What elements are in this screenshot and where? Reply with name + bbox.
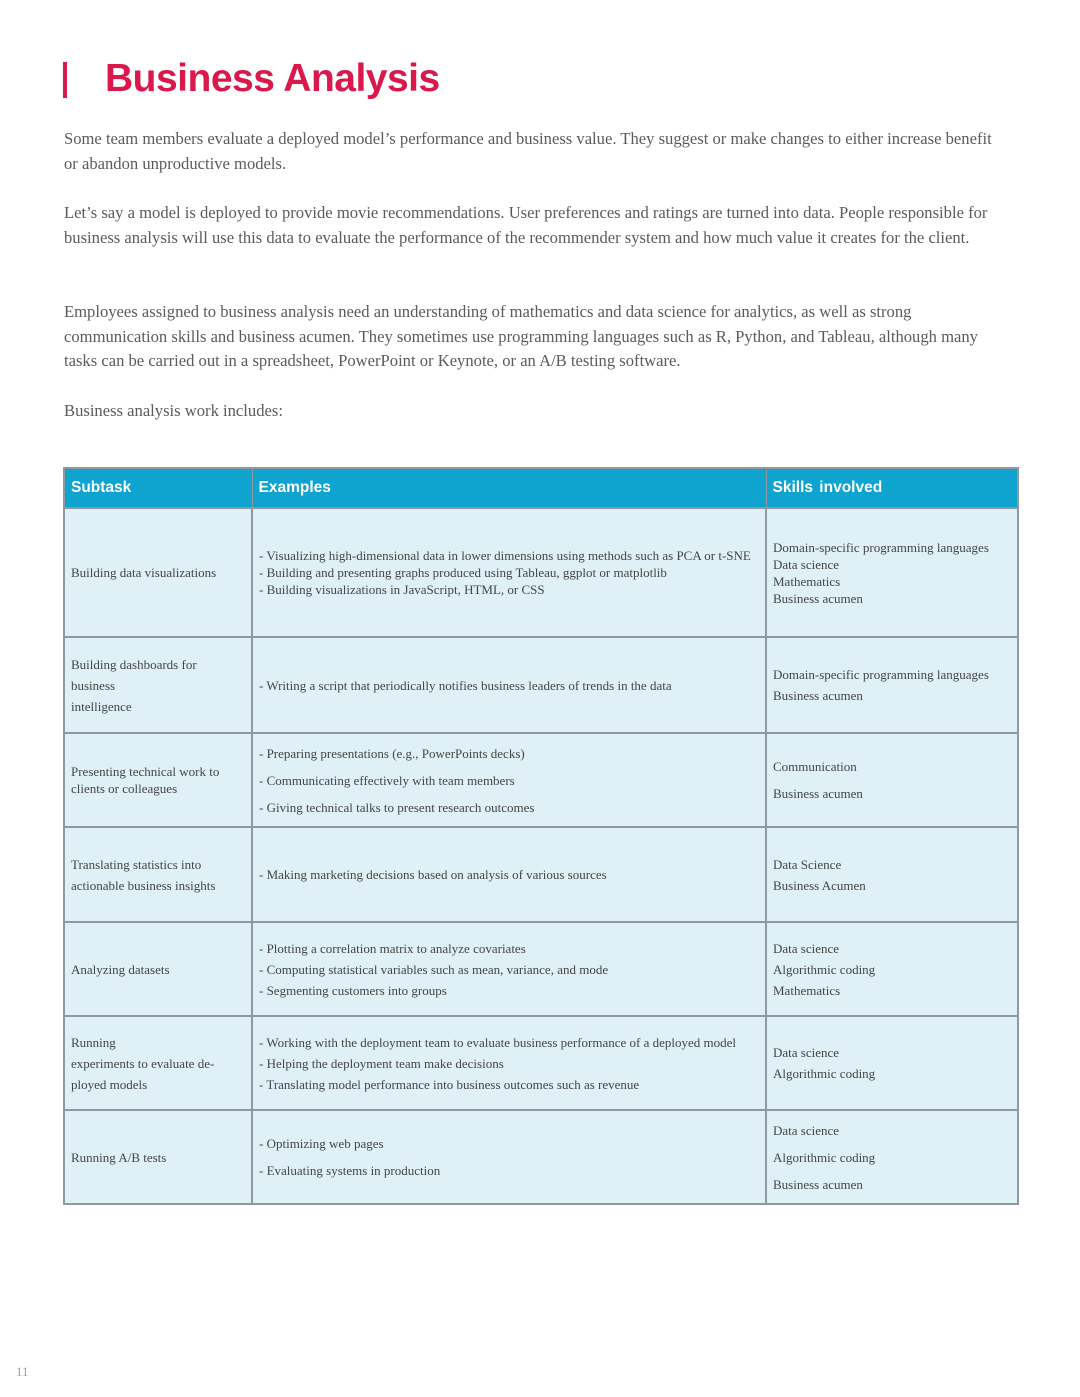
subtask-cell (64, 508, 252, 637)
table-row (64, 508, 1018, 637)
subtask-cell (64, 1016, 252, 1110)
skill-item: Data Science (773, 856, 842, 872)
subtask-text: experiments to evaluate de- (71, 1055, 215, 1071)
skill-item: Domain-specific programming languages (773, 667, 989, 682)
example-item: - Computing statistical variables such as mean, variance, and mode (259, 961, 609, 977)
skill-item: Business acumen (773, 590, 863, 606)
subtask-cell (64, 637, 252, 733)
subtask-cell (64, 922, 252, 1016)
skills-paragraph: Employees assigned to business analysis need an understanding of mathematics and data science for analytics, as well as strong communication skills and business acumen. They sometimes use programming languages such as R, Python, and Tableau, although many tasks can be carried out in a spreadsheet, PowerPoint or Keynote, or an A/B testing software. (64, 302, 978, 371)
example-item: - Visualizing high-dimensional data in lower dimensions using methods such as PCA or t-SNE (259, 548, 751, 563)
example-item: - Working with the deployment team to evaluate business performance of a deployed model (259, 1034, 737, 1050)
table-lead-in: Business analysis work includes: (64, 401, 283, 420)
skills-cell (766, 637, 1018, 733)
table-row (64, 637, 1018, 733)
subtask-text: Building data visualizations (71, 565, 217, 580)
examples-cell (252, 1110, 766, 1204)
examples-cell (252, 637, 766, 733)
skill-item: Business acumen (773, 1176, 863, 1192)
subtask-text: clients or colleagues (71, 781, 178, 796)
skill-item: Mathematics (773, 982, 841, 998)
subtask-text: intelligence (71, 698, 132, 714)
skills-cell (766, 1110, 1018, 1204)
table-row (64, 733, 1018, 827)
table-row (64, 1110, 1018, 1204)
subtask-text: actionable business insights (71, 877, 216, 893)
table-row (64, 827, 1018, 922)
example-item: - Helping the deployment team make decisions (259, 1055, 504, 1071)
skill-item: Data science (773, 556, 840, 572)
skills-cell (766, 1016, 1018, 1110)
example-item: - Preparing presentations (e.g., PowerPoints decks) (259, 745, 525, 761)
subtask-text: Running A/B tests (71, 1149, 167, 1165)
example-item: - Segmenting customers into groups (259, 982, 447, 998)
title-accent-bar (63, 62, 67, 98)
subtask-text: Analyzing datasets (71, 961, 170, 977)
skill-item: Business acumen (773, 786, 863, 801)
subtask-cell (64, 1110, 252, 1204)
subtask-text: Building dashboards for (71, 656, 197, 672)
column-header-skills: Skills involved (766, 468, 1018, 508)
skill-item: Data science (773, 1122, 840, 1138)
skill-item: Algorithmic coding (773, 961, 876, 977)
examples-cell (252, 827, 766, 922)
subtask-cell (64, 827, 252, 922)
page-title: Business Analysis (105, 57, 440, 100)
skill-item: Communication (773, 759, 857, 774)
skill-item: Business acumen (773, 688, 863, 703)
example-item: - Making marketing decisions based on analysis of various sources (259, 867, 607, 882)
table-row (64, 922, 1018, 1016)
examples-cell (252, 922, 766, 1016)
skill-item: Business Acumen (773, 877, 866, 893)
column-header-examples: Examples (252, 468, 766, 508)
example-item: - Giving technical talks to present research outcomes (259, 799, 535, 815)
skills-cell (766, 827, 1018, 922)
skill-item: Data science (773, 1045, 840, 1060)
skill-item: Data science (773, 940, 840, 956)
skills-cell (766, 508, 1018, 637)
example-item: - Building visualizations in JavaScript, HTML, or CSS (259, 582, 545, 597)
skills-cell (766, 922, 1018, 1016)
subtask-text: ployed models (71, 1076, 148, 1092)
table-header-row (64, 468, 1018, 508)
table-row (64, 1016, 1018, 1110)
example-item: - Writing a script that periodically notifies business leaders of trends in the data (259, 677, 672, 693)
subtask-text: Running (71, 1034, 116, 1050)
skill-item: Algorithmic coding (773, 1149, 876, 1165)
examples-cell (252, 508, 766, 637)
subtask-text: business (71, 677, 116, 693)
example-item: - Building and presenting graphs produced using Tableau, ggplot or matplotlib (259, 565, 667, 580)
business-analysis-table (63, 467, 1019, 1205)
skill-item: Algorithmic coding (773, 1066, 876, 1081)
example-item: - Optimizing web pages (259, 1136, 384, 1151)
subtask-text: Presenting technical work to (71, 764, 220, 779)
examples-cell (252, 1016, 766, 1110)
skill-item: Mathematics (773, 573, 841, 589)
intro-paragraph: Some team members evaluate a deployed model’s performance and business value. They suggest or make changes to either increase benefit or abandon unproductive models. (64, 129, 992, 173)
example-item: - Evaluating systems in production (259, 1163, 441, 1178)
examples-cell (252, 733, 766, 827)
column-header-subtask: Subtask (64, 468, 252, 508)
subtask-cell (64, 733, 252, 827)
skills-cell (766, 733, 1018, 827)
example-item: - Communicating effectively with team members (259, 772, 515, 788)
example-paragraph: Let’s say a model is deployed to provide movie recommendations. User preferences and ratings are turned into data. People responsible for business analysis will use this data to evaluate the performance of the recommender system and how much value it creates for the client. (64, 203, 988, 247)
example-item: - Plotting a correlation matrix to analyze covariates (259, 940, 526, 956)
skill-item: Domain-specific programming languages (773, 539, 989, 555)
example-item: - Translating model performance into business outcomes such as revenue (259, 1076, 640, 1092)
subtask-text: Translating statistics into (71, 856, 202, 872)
page-number: 11 (16, 1364, 29, 1379)
